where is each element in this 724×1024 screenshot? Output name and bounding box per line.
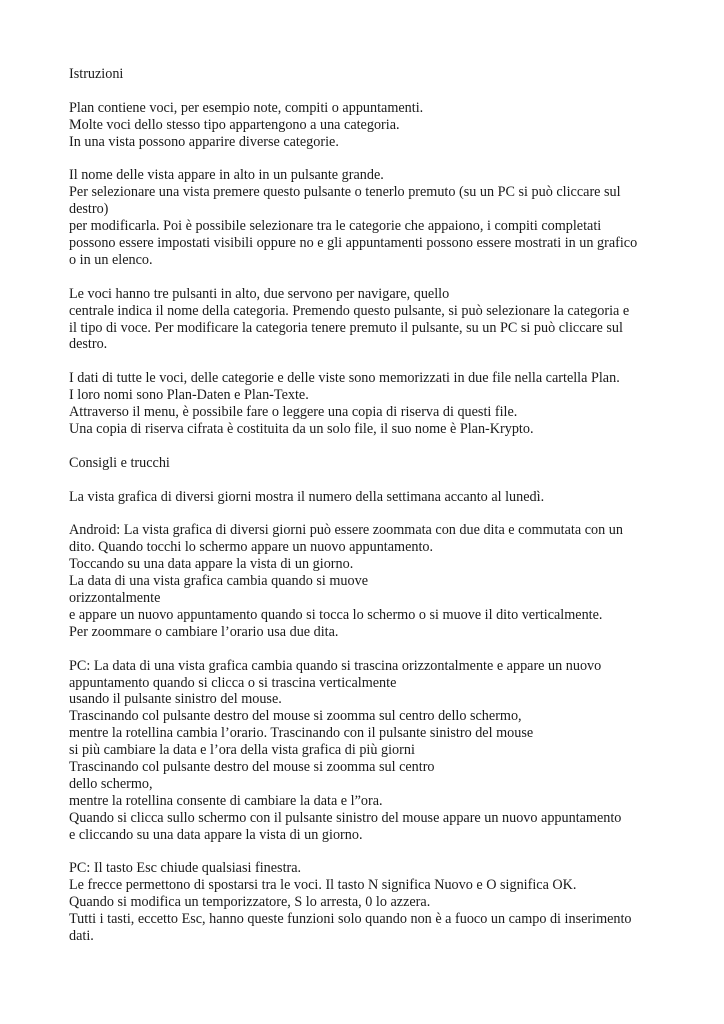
text-line: Plan contiene voci, per esempio note, compiti o appuntamenti. bbox=[69, 99, 424, 116]
text-line: PC: Il tasto Esc chiude qualsiasi finestra. bbox=[69, 860, 302, 877]
document-page bbox=[69, 66, 669, 962]
text-line: mentre la rotellina consente di cambiare la data e l”ora. bbox=[69, 792, 383, 809]
text-line: Quando si clicca sullo schermo con il pulsante sinistro del mouse appare un nuovo appuntamento bbox=[69, 809, 622, 826]
text-line: Tutti i tasti, eccetto Esc, hanno queste funzioni solo quando non è a fuoco un campo di inserimento bbox=[69, 911, 632, 928]
text-line: Consigli e trucchi bbox=[69, 454, 170, 471]
text-line: dello schermo, bbox=[69, 775, 153, 792]
text-line: Il nome delle vista appare in alto in un pulsante grande. bbox=[69, 167, 384, 184]
text-line: Trascinando col pulsante destro del mouse si zoomma sul centro bbox=[69, 759, 435, 776]
text-line: destro. bbox=[69, 336, 108, 353]
text-line: dito. Quando tocchi lo schermo appare un nuovo appuntamento. bbox=[69, 539, 434, 556]
text-line: Toccando su una data appare la vista di un giorno. bbox=[69, 556, 354, 573]
text-line: possono essere impostati visibili oppure no e gli appuntamenti possono essere mostrati in un grafico bbox=[69, 235, 638, 252]
paragraph-view-name bbox=[69, 167, 669, 268]
text-line: per modificarla. Poi è possibile selezionare tra le categorie che appaiono, i compiti completati bbox=[69, 218, 602, 235]
text-line: e appare un nuovo appuntamento quando si tocca lo schermo o si muove il dito verticalmente. bbox=[69, 606, 603, 623]
text-line: La vista grafica di diversi giorni mostra il numero della settimana accanto al lunedì. bbox=[69, 488, 545, 505]
text-line: Le frecce permettono di spostarsi tra le voci. Il tasto N significa Nuovo e O significa OK. bbox=[69, 877, 577, 894]
paragraph-android-tips bbox=[69, 522, 669, 640]
paragraph-plan-intro bbox=[69, 100, 669, 151]
text-line: mentre la rotellina cambia l’orario. Trascinando con il pulsante sinistro del mouse bbox=[69, 725, 534, 742]
paragraph-item-buttons bbox=[69, 286, 669, 354]
text-line: Istruzioni bbox=[69, 66, 124, 82]
text-line: I loro nomi sono Plan-Daten e Plan-Texte. bbox=[69, 387, 309, 404]
text-line: Le voci hanno tre pulsanti in alto, due servono per navigare, quello bbox=[69, 285, 450, 302]
text-line: Android: La vista grafica di diversi giorni può essere zoommata con due dita e commutata con un bbox=[69, 522, 623, 539]
text-line: Trascinando col pulsante destro del mouse si zoomma sul centro dello schermo, bbox=[69, 708, 522, 725]
text-line: dati. bbox=[69, 928, 94, 945]
text-line: si più cambiare la data e l’ora della vista grafica di più giorni bbox=[69, 742, 415, 759]
text-line: orizzontalmente bbox=[69, 589, 161, 606]
text-line: Una copia di riserva cifrata è costituita da un solo file, il suo nome è Plan-Krypto. bbox=[69, 420, 534, 437]
paragraph-pc-keyboard-tips bbox=[69, 860, 669, 945]
heading-istruzioni bbox=[69, 66, 669, 83]
paragraph-data-files bbox=[69, 370, 669, 438]
paragraph-pc-mouse-tips bbox=[69, 658, 669, 844]
text-line: centrale indica il nome della categoria. Premendo questo pulsante, si può selezionare la categoria e bbox=[69, 302, 630, 319]
text-line: I dati di tutte le voci, delle categorie e delle viste sono memorizzati in due file nella cartella Plan. bbox=[69, 370, 620, 387]
text-line: La data di una vista grafica cambia quando si muove bbox=[69, 573, 369, 590]
paragraph-week-number bbox=[69, 489, 669, 506]
text-line: Per zoommare o cambiare l’orario usa due dita. bbox=[69, 623, 339, 640]
text-line: usando il pulsante sinistro del mouse. bbox=[69, 691, 282, 708]
text-line: destro) bbox=[69, 201, 109, 218]
text-line: PC: La data di una vista grafica cambia quando si trascina orizzontalmente e appare un nuovo bbox=[69, 657, 602, 674]
text-line: appuntamento quando si clicca o si trascina verticalmente bbox=[69, 674, 397, 691]
text-line: il tipo di voce. Per modificare la categoria tenere premuto il pulsante, su un PC si può cliccare sul bbox=[69, 319, 623, 336]
text-line: o in un elenco. bbox=[69, 251, 153, 268]
text-line: Molte voci dello stesso tipo appartengono a una categoria. bbox=[69, 116, 400, 133]
text-line: Attraverso il menu, è possibile fare o leggere una copia di riserva di questi file. bbox=[69, 404, 518, 421]
text-line: e cliccando su una data appare la vista di un giorno. bbox=[69, 826, 363, 843]
heading-consigli-e-trucchi bbox=[69, 455, 669, 472]
text-line: Per selezionare una vista premere questo pulsante o tenerlo premuto (su un PC si può cliccare sul bbox=[69, 184, 621, 201]
text-line: Quando si modifica un temporizzatore, S lo arresta, 0 lo azzera. bbox=[69, 894, 431, 911]
text-line: In una vista possono apparire diverse categorie. bbox=[69, 133, 339, 150]
